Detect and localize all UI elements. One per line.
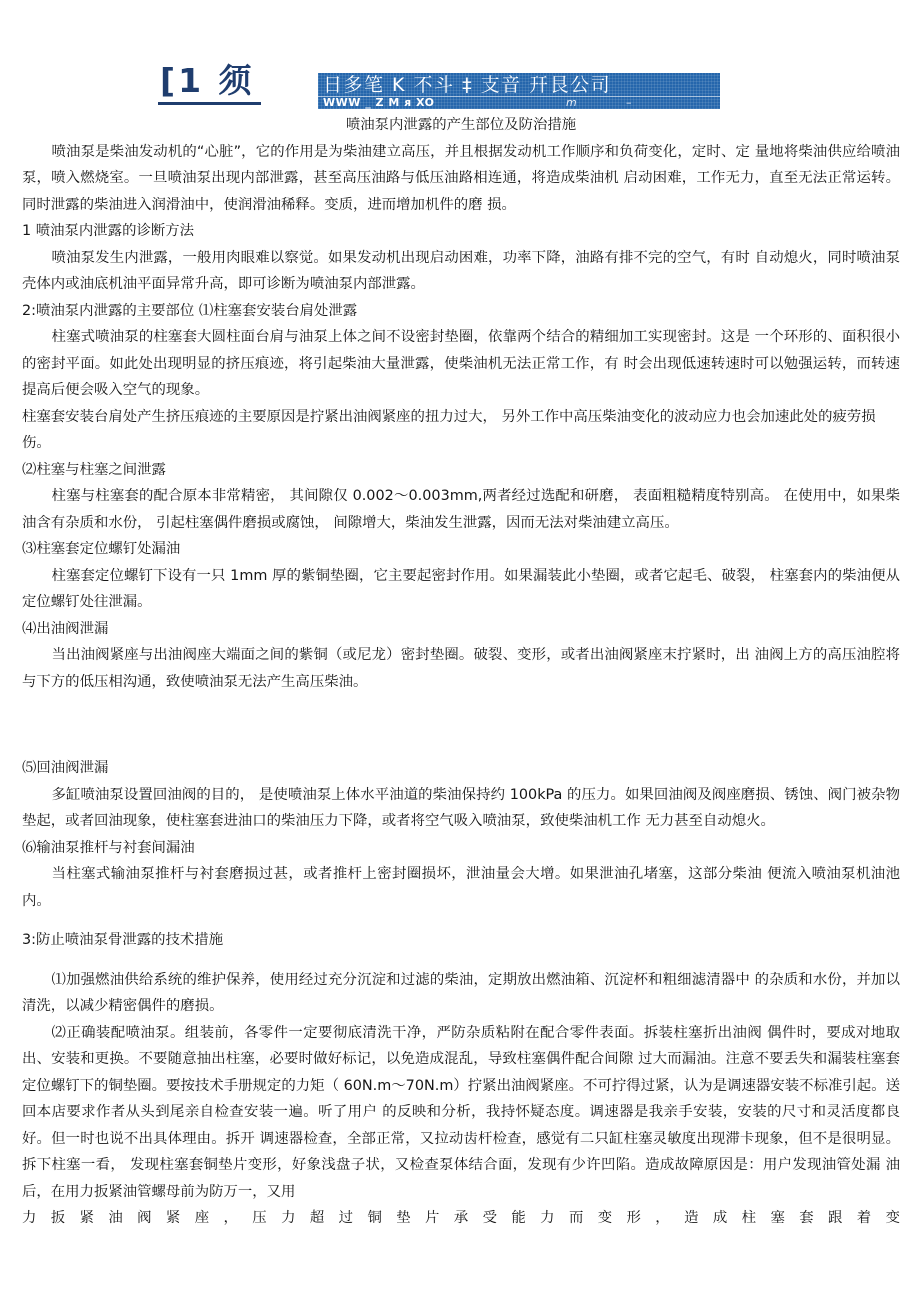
- banner-url-row: [323, 96, 715, 109]
- document-logo-mark: [1 须: [158, 62, 261, 105]
- heading-section-2-4: ⑷出油阀泄漏: [22, 620, 109, 637]
- paragraph-section-2-1: 柱塞式喷油泵的柱塞套大圆柱面台肩与油泵上体之间不设密封垫圈，依靠两个结合的精细加工实现密封。这是 一个环形的、面积很小的密封平面。如此处出现明显的挤压痕迹，将引起柴油大量泄露，使柴油机无法正常工作，有 时会出现低速转速时可以勉强运转，而转速提高后便会吸入空气的现象。: [22, 329, 900, 398]
- paragraph-section-3-2-continued: 力扳紧油阀紧座，压力超过铜垫片承受能力而变形，造成柱塞套跟着变: [22, 1210, 900, 1226]
- banner-company-name: 日多笔 K 不斗 ‡ 支音 幵艮公司: [323, 74, 612, 96]
- paragraph-section-2-4: 当出油阀紧座与出油阀座大端面之间的紫铜（或尼龙）密封垫圈。破裂、变形，或者出油阀紧座末拧紧时，出 油阀上方的高压油腔将与下方的低压相沟通，致使喷油泵无法产生高压柴油。: [22, 647, 900, 690]
- paragraph-section-2-note: 柱塞套安装台肩处产生挤压痕迹的主要原因是拧紧出油阀紧座的扭力过大， 另外工作中高压柴油变化的波动应力也会加速此处的疲劳损伤。: [22, 408, 876, 451]
- heading-section-2: 2:喷油泵内泄露的主要部位 ⑴柱塞套安装台肩处泄露: [22, 302, 358, 319]
- document-body: [0, 112, 920, 1232]
- section-spacer-small: [22, 914, 900, 927]
- banner-url-tail-dash: –: [626, 96, 632, 109]
- company-banner: [318, 73, 720, 109]
- page-header: [0, 0, 920, 112]
- section-spacer-small-2: [22, 954, 900, 967]
- banner-url-tail-italic: m: [566, 96, 578, 109]
- paragraph-section-2-6: 当柱塞式输油泵推杆与衬套磨损过甚，或者推杆上密封圈损坏，泄油量会大增。如果泄油孔堵塞，这部分柴油 便流入喷油泵机油池内。: [22, 866, 900, 909]
- paragraph-section-1: 喷油泵发生内泄露，一般用肉眼难以察觉。如果发动机出现启动困难，功率下降，油路有排不完的空气，有时 自动熄火，同时喷油泵壳体内或油底机油平面异常升高，即可诊断为喷油泵内部泄露。: [22, 249, 900, 292]
- banner-url: WWW _ Z M ᴙ XO: [323, 96, 435, 109]
- paragraph-section-3-1: ⑴加强燃油供给系统的维护保养，使用经过充分沉淀和过滤的柴油，定期放出燃油箱、沉淀杯和粗细滤清器中 的杂质和水份，并加以清洗，以减少精密偶件的磨损。: [22, 971, 900, 1014]
- paragraph-intro: 喷油泵是柴油发动机的“心脏”，它的作用是为柴油建立高压，并且根据发动机工作顺序和负荷变化，定时、定 量地将柴油供应给喷油泵，喷入燃烧室。一旦喷油泵出现内部泄露，甚至高压油路与低压油路相连通，将造成柴油机 启动困难，工作无力，直至无法正常运转。同时泄露的柴油进入润滑油中，使润滑油稀释。变质，进而增加机件的磨 损。: [22, 143, 900, 213]
- heading-section-3: 3:防止喷油泵骨泄露的技术措施: [22, 932, 224, 948]
- heading-section-2-5: ⑸回油阀泄漏: [22, 760, 109, 776]
- paragraph-section-3-2: ⑵正确装配喷油泵。组装前，各零件一定要彻底清洗干净，严防杂质粘附在配合零件表面。拆装柱塞折出油阀 偶件时，要成对地取出、安装和更换。不要随意抽出柱塞，必要时做好标记，以免造成混乱，导致柱塞偶件配合间隙 过大而漏油。注意不要丢失和漏装柱塞套定位螺钉下的铜垫圈。要按技术手册规定的力矩（ 60N.m～70N.m）拧紧出油阀紧座。不可拧得过紧，认为是调速器安装不标准引起。送回本店要求作者从头到尾亲自检查安装一遍。听了用户 的反映和分析，我持怀疑态度。调速器是我亲手安装，安装的尺寸和灵活度都良好。但一时也说不出具体理由。拆开 调速器检查，全部正常，又拉动齿杆检查，感觉有二只缸柱塞灵敏度出现滞卡现象，但不是很明显。拆下柱塞一看， 发现柱塞套铜垫片变形，好象浅盘子状，又检查泵体结合面，发现有少许凹陷。造成故障原因是：用户发现油管处漏 油后，在用力扳紧油管螺母前为防万一，又用: [22, 1024, 900, 1200]
- heading-section-2-6: ⑹输油泵推杆与衬套间漏油: [22, 839, 195, 856]
- document-title: 喷油泵内泄露的产生部位及防治措施: [345, 117, 577, 133]
- section-spacer: [22, 695, 900, 755]
- heading-section-2-3: ⑶柱塞套定位螺钉处漏油: [22, 541, 181, 557]
- paragraph-section-2-5: 多缸喷油泵设置回油阀的目的， 是使喷油泵上体水平油道的柴油保持约 100kPa 的压力。如果回油阀及阀座磨损、锈蚀、阀门被杂物垫起，或者回油现象，使柱塞套进油口的柴油压力下降，或者将空气吸入喷油泵，致使柴油机工作 无力甚至自动熄火。: [22, 786, 900, 829]
- heading-section-2-2: ⑵柱塞与柱塞之间泄露: [22, 461, 166, 478]
- paragraph-section-2-2: 柱塞与柱塞套的配合原本非常精密， 其间隙仅 0.002～0.003mm,两者经过选配和研磨， 表面粗糙精度特别高。 在使用中，如果柴油含有杂质和水份， 引起柱塞偶件磨损或腐蚀， 间隙增大，柴油发生泄露，因而无法对柴油建立高压。: [22, 488, 900, 531]
- paragraph-section-2-3: 柱塞套定位螺钉下设有一只 1mm 厚的紫铜垫圈，它主要起密封作用。如果漏装此小垫圈，或者它起毛、破裂， 柱塞套内的柴油便从定位螺钉处往泄漏。: [22, 567, 900, 610]
- heading-section-1: 1 喷油泵内泄露的诊断方法: [22, 223, 195, 239]
